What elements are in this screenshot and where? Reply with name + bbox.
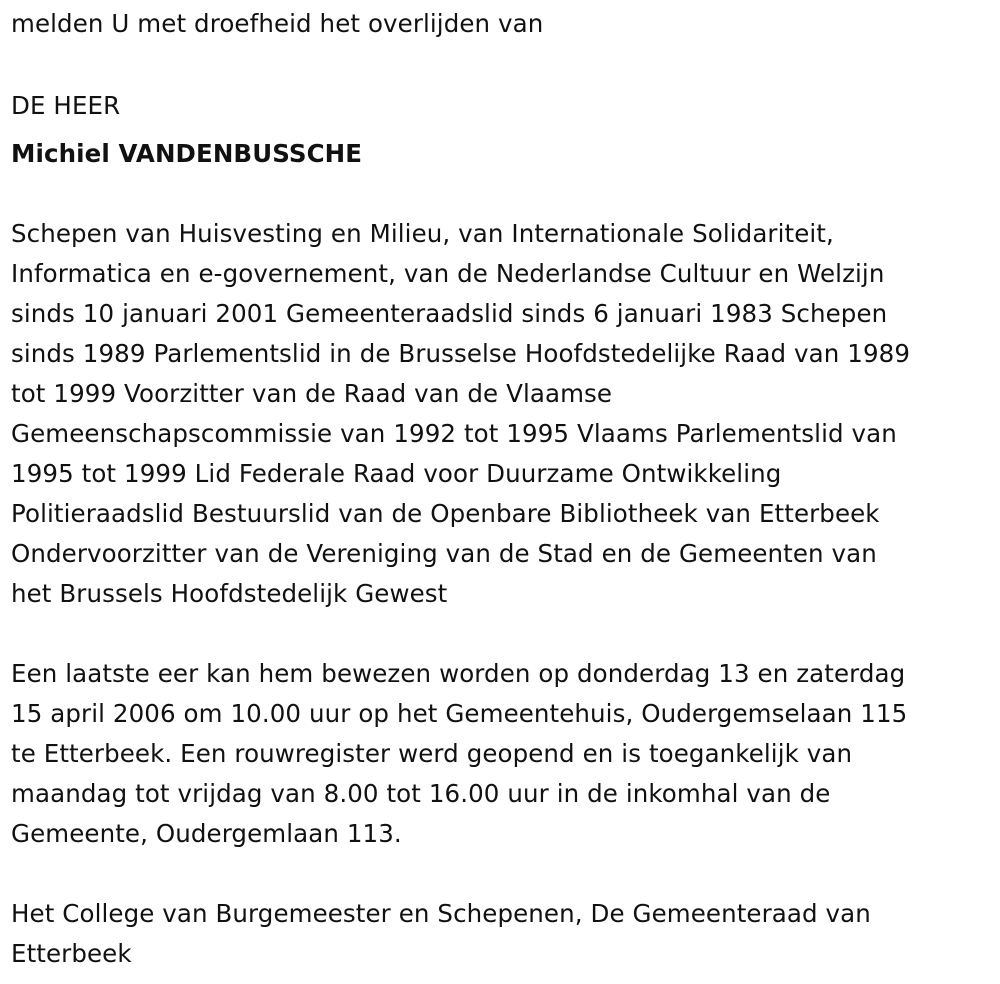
- biography-line: het Brussels Hoofdstedelijk Gewest: [11, 579, 448, 608]
- ceremony-line: Gemeente, Oudergemlaan 113.: [11, 819, 402, 848]
- biography-line: Gemeenschapscommissie van 1992 tot 1995 Vlaams Parlementslid van: [11, 419, 897, 448]
- signature-block: [11, 894, 871, 974]
- ceremony-line: 15 april 2006 om 10.00 uur op het Gemeentehuis, Oudergemselaan 115: [11, 699, 908, 728]
- biography-line: Schepen van Huisvesting en Milieu, van Internationale Solidariteit,: [11, 219, 834, 248]
- biography-line: Politieraadslid Bestuurslid van de Openbare Bibliotheek van Etterbeek: [11, 499, 880, 528]
- signature-line: Het College van Burgemeester en Schepenen, De Gemeenteraad van: [11, 899, 871, 928]
- biography-line: sinds 1989 Parlementslid in de Brusselse Hoofdstedelijke Raad van 1989: [11, 339, 911, 368]
- ceremony-line: te Etterbeek. Een rouwregister werd geopend en is toegankelijk van: [11, 739, 853, 768]
- biography-paragraph: [11, 214, 910, 614]
- intro-text: melden U met droefheid het overlijden van: [11, 9, 544, 38]
- ceremony-paragraph: [11, 654, 907, 854]
- ceremony-line: Een laatste eer kan hem bewezen worden op donderdag 13 en zaterdag: [11, 659, 906, 688]
- biography-line: sinds 10 januari 2001 Gemeenteraadslid sinds 6 januari 1983 Schepen: [11, 299, 888, 328]
- honorific-title: DE HEER: [11, 91, 121, 120]
- biography-line: Ondervoorzitter van de Vereniging van de Stad en de Gemeenten van: [11, 539, 877, 568]
- biography-line: tot 1999 Voorzitter van de Raad van de Vlaamse: [11, 379, 613, 408]
- deceased-name: Michiel VANDENBUSSCHE: [11, 139, 363, 168]
- biography-line: Informatica en e-governement, van de Nederlandse Cultuur en Welzijn: [11, 259, 885, 288]
- biography-line: 1995 tot 1999 Lid Federale Raad voor Duurzame Ontwikkeling: [11, 459, 782, 488]
- signature-line: Etterbeek: [11, 939, 132, 968]
- ceremony-line: maandag tot vrijdag van 8.00 tot 16.00 uur in de inkomhal van de: [11, 779, 831, 808]
